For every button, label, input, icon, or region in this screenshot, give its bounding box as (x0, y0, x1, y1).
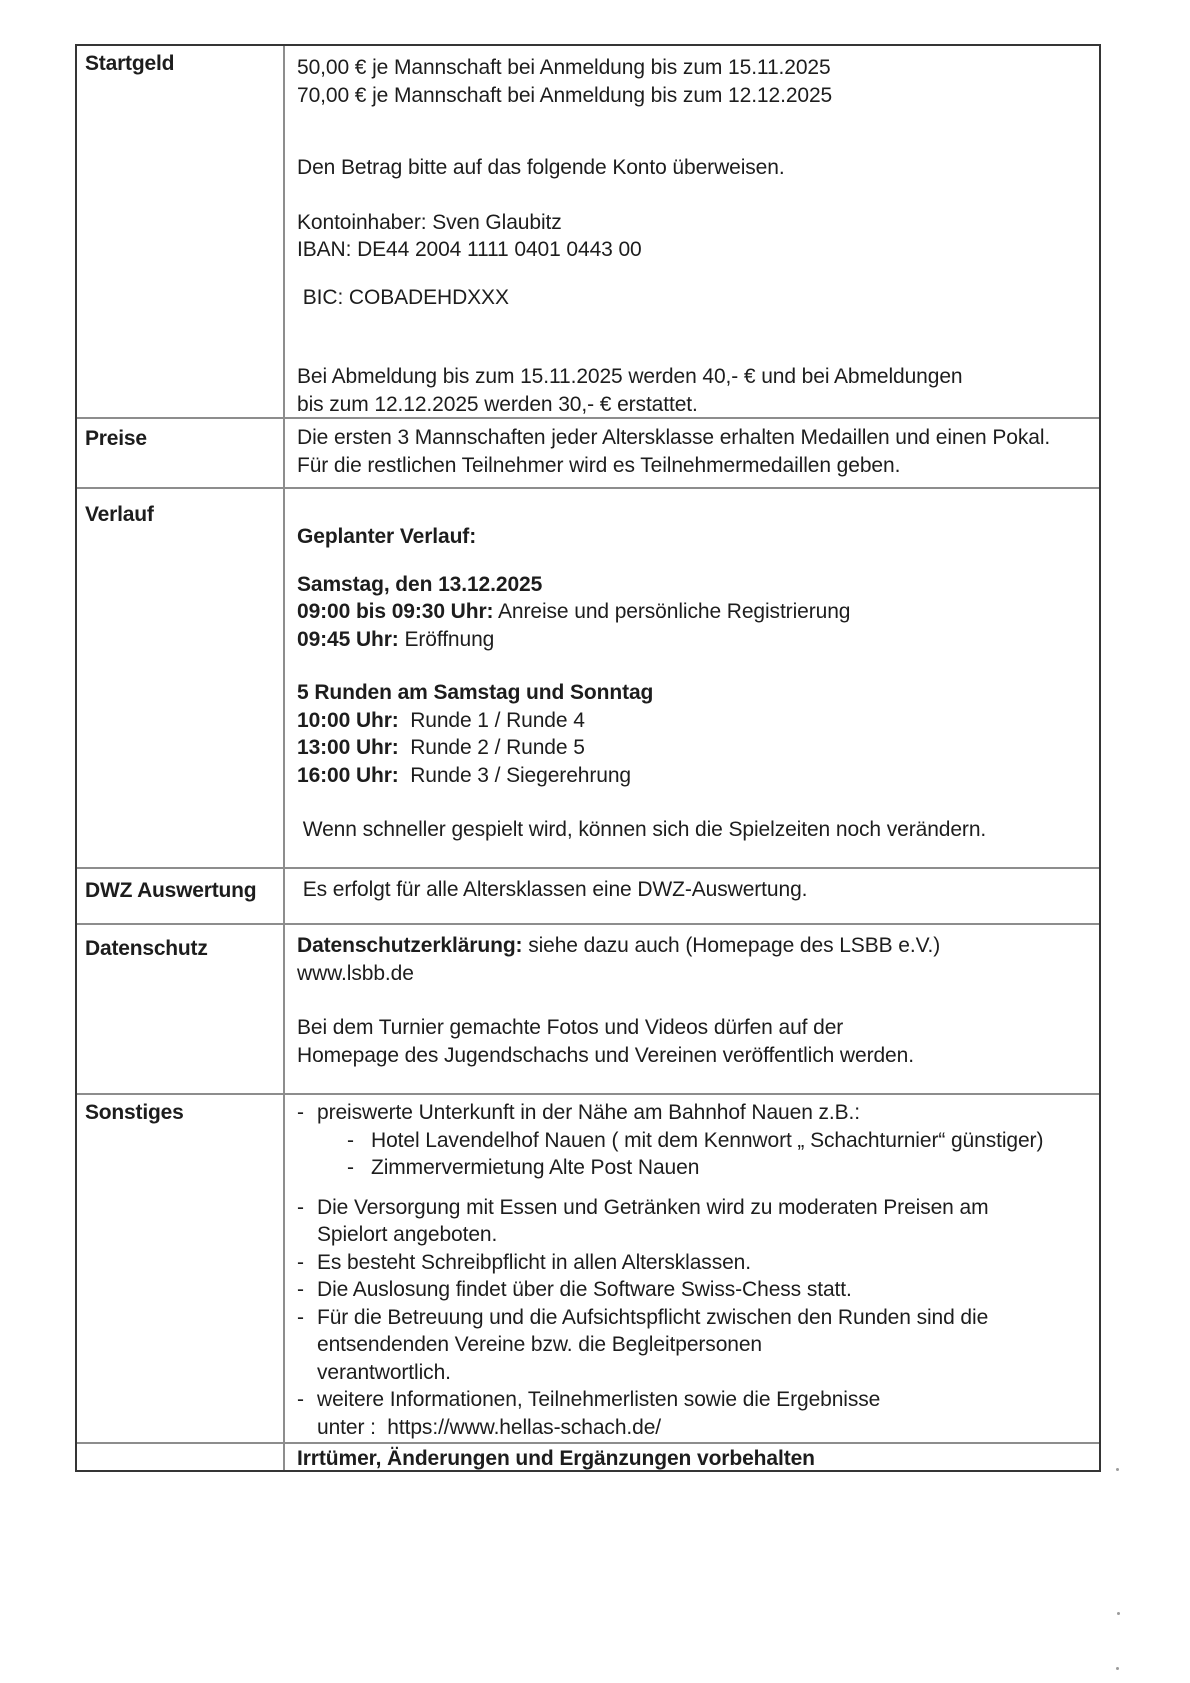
text-line (297, 154, 1097, 182)
text-run: Kontoinhaber: Sven Glaubitz (297, 210, 562, 234)
bold-text-run: 5 Runden am Samstag und Sonntag (297, 681, 654, 704)
text-run: Anreise und persönliche Registrierung (493, 600, 851, 623)
text-run: Die Versorgung mit Essen und Getränken wird zu moderaten Preisen am (317, 1195, 989, 1219)
text-run: Wenn schneller gespielt wird, können sich die Spielzeiten noch verändern. (297, 818, 987, 841)
bullet-line (297, 1304, 1097, 1332)
text-line (297, 1042, 1097, 1070)
row-label-cell (77, 46, 285, 417)
text-line (297, 1359, 1097, 1387)
text-run: Es besteht Schreibpflicht in allen Altersklassen. (317, 1250, 751, 1274)
text-run: Für die Betreuung und die Aufsichtspflicht zwischen den Runden sind die (317, 1305, 989, 1329)
bullet-line (297, 1099, 1097, 1127)
text-run: Die ersten 3 Mannschaften jeder Altersklasse erhalten Medaillen und einen Pokal. (297, 426, 1051, 449)
scan-dot (1116, 1468, 1119, 1471)
scan-dot (1117, 1612, 1120, 1615)
text-run: Homepage des Jugendschachs und Vereinen veröffentlich werden. (297, 1043, 914, 1067)
bold-text-run: 10:00 Uhr: (297, 708, 399, 732)
bullet-text (317, 1249, 751, 1277)
table-row (77, 46, 1099, 417)
text-line (297, 236, 1097, 264)
text-line (297, 284, 1097, 312)
bullet-dash: - (297, 1250, 304, 1274)
text-run: IBAN: DE44 2004 1111 0401 0443 00 (297, 238, 642, 261)
text-run: BIC: COBADEHDXXX (297, 285, 509, 309)
row-label: Verlauf (85, 503, 154, 526)
text-line (297, 707, 1097, 735)
row-content-cell (285, 925, 1099, 1093)
bullet-dash: - (297, 1101, 304, 1124)
bullet-dash: - (297, 1305, 304, 1329)
text-line (297, 363, 1097, 391)
bullet-text (317, 1276, 852, 1304)
text-line (297, 82, 1097, 110)
bullet-line (297, 1386, 1097, 1414)
text-run: www.lsbb.de (297, 961, 414, 985)
text-run: Runde 2 / Runde 5 (398, 736, 585, 759)
text-line (297, 932, 1097, 960)
text-run: Hotel Lavendelhof Nauen ( mit dem Kennwort „ Schachturnier“ günstiger) (371, 1128, 1044, 1152)
row-label: Startgeld (85, 52, 175, 75)
bullet-text (317, 1099, 860, 1127)
bullet-line (297, 1276, 1097, 1304)
text-line (297, 876, 1097, 904)
row-label-cell (77, 1444, 285, 1470)
row-content-cell (285, 1444, 1099, 1470)
text-line (297, 1414, 1097, 1442)
bullet-text (317, 1386, 880, 1414)
text-line (297, 54, 1097, 82)
text-run: Es erfolgt für alle Altersklassen eine DWZ-Auswertung. (297, 878, 808, 901)
bold-text-run: 13:00 Uhr: (297, 736, 399, 759)
table-row (77, 1093, 1099, 1442)
bold-text-run: Geplanter Verlauf: (297, 525, 477, 548)
bold-text-run: 09:45 Uhr: (297, 627, 399, 651)
text-line (297, 1221, 1097, 1249)
bullet-text (371, 1127, 1043, 1155)
text-line (297, 452, 1097, 480)
scan-dot (1116, 1667, 1119, 1670)
text-run: weitere Informationen, Teilnehmerlisten sowie die Ergebnisse (317, 1388, 881, 1411)
table-row (77, 417, 1099, 487)
row-label: DWZ Auswertung (85, 879, 257, 902)
bullet-text (371, 1154, 699, 1182)
bullet-text (317, 1194, 988, 1222)
text-line (297, 1445, 1097, 1470)
tournament-info-table (75, 44, 1101, 1472)
text-run: Zimmervermietung Alte Post Nauen (371, 1156, 700, 1179)
bold-text-run: Samstag, den 13.12.2025 (297, 572, 543, 596)
text-line (297, 1331, 1097, 1359)
text-run: 50,00 € je Mannschaft bei Anmeldung bis zum 15.11.2025 (297, 56, 831, 79)
bullet-line (297, 1249, 1097, 1277)
text-run: Eröffnung (398, 627, 495, 651)
text-line (297, 626, 1097, 654)
row-content-cell (285, 46, 1099, 417)
bullet-text (317, 1304, 988, 1332)
text-run: bis zum 12.12.2025 werden 30,- € erstattet. (297, 392, 698, 416)
bullet-dash: - (297, 1195, 304, 1219)
text-line (297, 598, 1097, 626)
row-label-cell (77, 419, 285, 487)
text-line (297, 523, 1097, 551)
text-run: Den Betrag bitte auf das folgende Konto überweisen. (297, 156, 785, 179)
row-label: Datenschutz (85, 937, 208, 960)
bullet-dash: - (347, 1156, 354, 1179)
text-run: Runde 3 / Siegerehrung (398, 763, 631, 787)
row-label-cell (77, 1095, 285, 1442)
text-run: preiswerte Unterkunft in der Nähe am Bahnhof Nauen z.B.: (317, 1101, 861, 1124)
table-row (77, 487, 1099, 867)
text-line (297, 391, 1097, 418)
bullet-dash: - (347, 1128, 354, 1152)
row-content-cell (285, 1095, 1099, 1442)
text-run: unter : https://www.hellas-schach.de/ (317, 1415, 662, 1439)
table-row (77, 1442, 1099, 1470)
text-run: siehe dazu auch (Homepage des LSBB e.V.) (522, 934, 941, 957)
row-content-cell (285, 489, 1099, 867)
text-run: verantwortlich. (317, 1360, 451, 1384)
text-run: entsendenden Vereine bzw. die Begleitpersonen (317, 1333, 763, 1356)
text-run: Für die restlichen Teilnehmer wird es Teilnehmermedaillen geben. (297, 453, 901, 477)
text-line (297, 1014, 1097, 1042)
bold-text-run: Datenschutzerklärung: (297, 934, 523, 957)
text-line (297, 734, 1097, 762)
row-content-cell (285, 419, 1099, 487)
text-line (297, 816, 1097, 844)
bold-text-run: 09:00 bis 09:30 Uhr: (297, 600, 494, 623)
bullet-line (297, 1194, 1097, 1222)
bullet-dash: - (297, 1278, 304, 1301)
table-row (77, 867, 1099, 923)
bullet-line (297, 1127, 1097, 1155)
text-line (297, 209, 1097, 237)
text-run: Die Auslosung findet über die Software Swiss-Chess statt. (317, 1278, 852, 1301)
text-run: Spielort angeboten. (317, 1223, 498, 1246)
text-line (297, 571, 1097, 599)
text-run: 70,00 € je Mannschaft bei Anmeldung bis zum 12.12.2025 (297, 83, 833, 107)
row-label-cell (77, 869, 285, 923)
text-line (297, 960, 1097, 988)
bold-text-run: 16:00 Uhr: (297, 763, 399, 787)
text-line (297, 679, 1097, 707)
row-label: Preise (85, 427, 147, 450)
text-line (297, 762, 1097, 790)
row-content-cell (285, 869, 1099, 923)
row-label-cell (77, 925, 285, 1093)
bold-text-run: Irrtümer, Änderungen und Ergänzungen vorbehalten (297, 1447, 815, 1470)
row-label: Sonstiges (85, 1101, 184, 1124)
text-line (297, 424, 1097, 452)
text-run: Bei dem Turnier gemachte Fotos und Videos dürfen auf der (297, 1016, 844, 1039)
text-run: Bei Abmeldung bis zum 15.11.2025 werden 40,- € und bei Abmeldungen (297, 365, 963, 388)
bullet-dash: - (297, 1388, 304, 1411)
bullet-line (297, 1154, 1097, 1182)
text-run: Runde 1 / Runde 4 (398, 708, 585, 732)
row-label-cell (77, 489, 285, 867)
table-row (77, 923, 1099, 1093)
